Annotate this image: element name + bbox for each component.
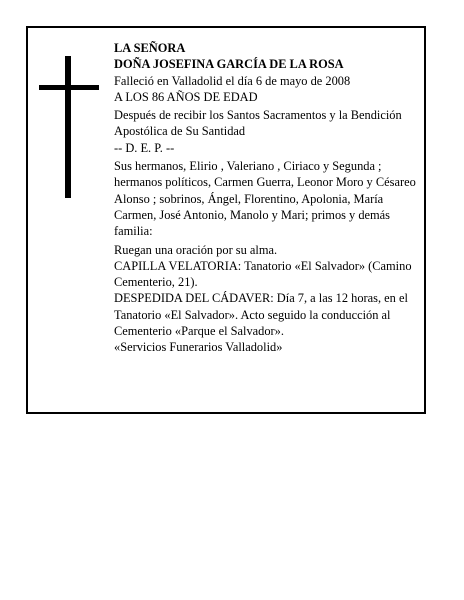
death-statement: Falleció en Valladolid el día 6 de mayo de 2008 [114, 73, 351, 88]
cross-icon [65, 56, 71, 198]
sacraments-statement: Después de recibir los Santos Sacramentos y la Bendición Apostólica de Su Santidad [114, 108, 402, 139]
family-list: Sus hermanos, Elirio , Valeriano , Ciriaco y Segunda ; hermanos políticos, Carmen Guerra, Leonor Moro y Césareo Alonso ; sobrinos, Ángel, Florentino, Apolonia, María Carmen, José Antonio, Manolo y Mari; primos y demás familia: [114, 159, 416, 239]
funeral-home: «Servicios Funerarios Valladolid» [114, 340, 283, 355]
chapel-info: CAPILLA VELATORIA: Tanatorio «El Salvador» (Camino Cementerio, 21). [114, 258, 412, 290]
rest-in-peace: -- D. E. P. -- [114, 140, 175, 155]
obituary-text [114, 40, 422, 356]
obituary-notice [26, 26, 426, 414]
notice-title: LA SEÑORA [114, 41, 186, 55]
age-statement: A LOS 86 AÑOS DE EDAD [114, 89, 258, 104]
deceased-name: DOÑA JOSEFINA GARCÍA DE LA ROSA [114, 57, 344, 72]
farewell-info: DESPEDIDA DEL CÁDAVER: Día 7, a las 12 horas, en el Tanatorio «El Salvador». Acto seguido la conducción al Cementerio «Parque el Salvador». [114, 291, 408, 339]
prayer-request: Ruegan una oración por su alma. [114, 242, 278, 257]
cross-icon-bar [39, 85, 99, 90]
